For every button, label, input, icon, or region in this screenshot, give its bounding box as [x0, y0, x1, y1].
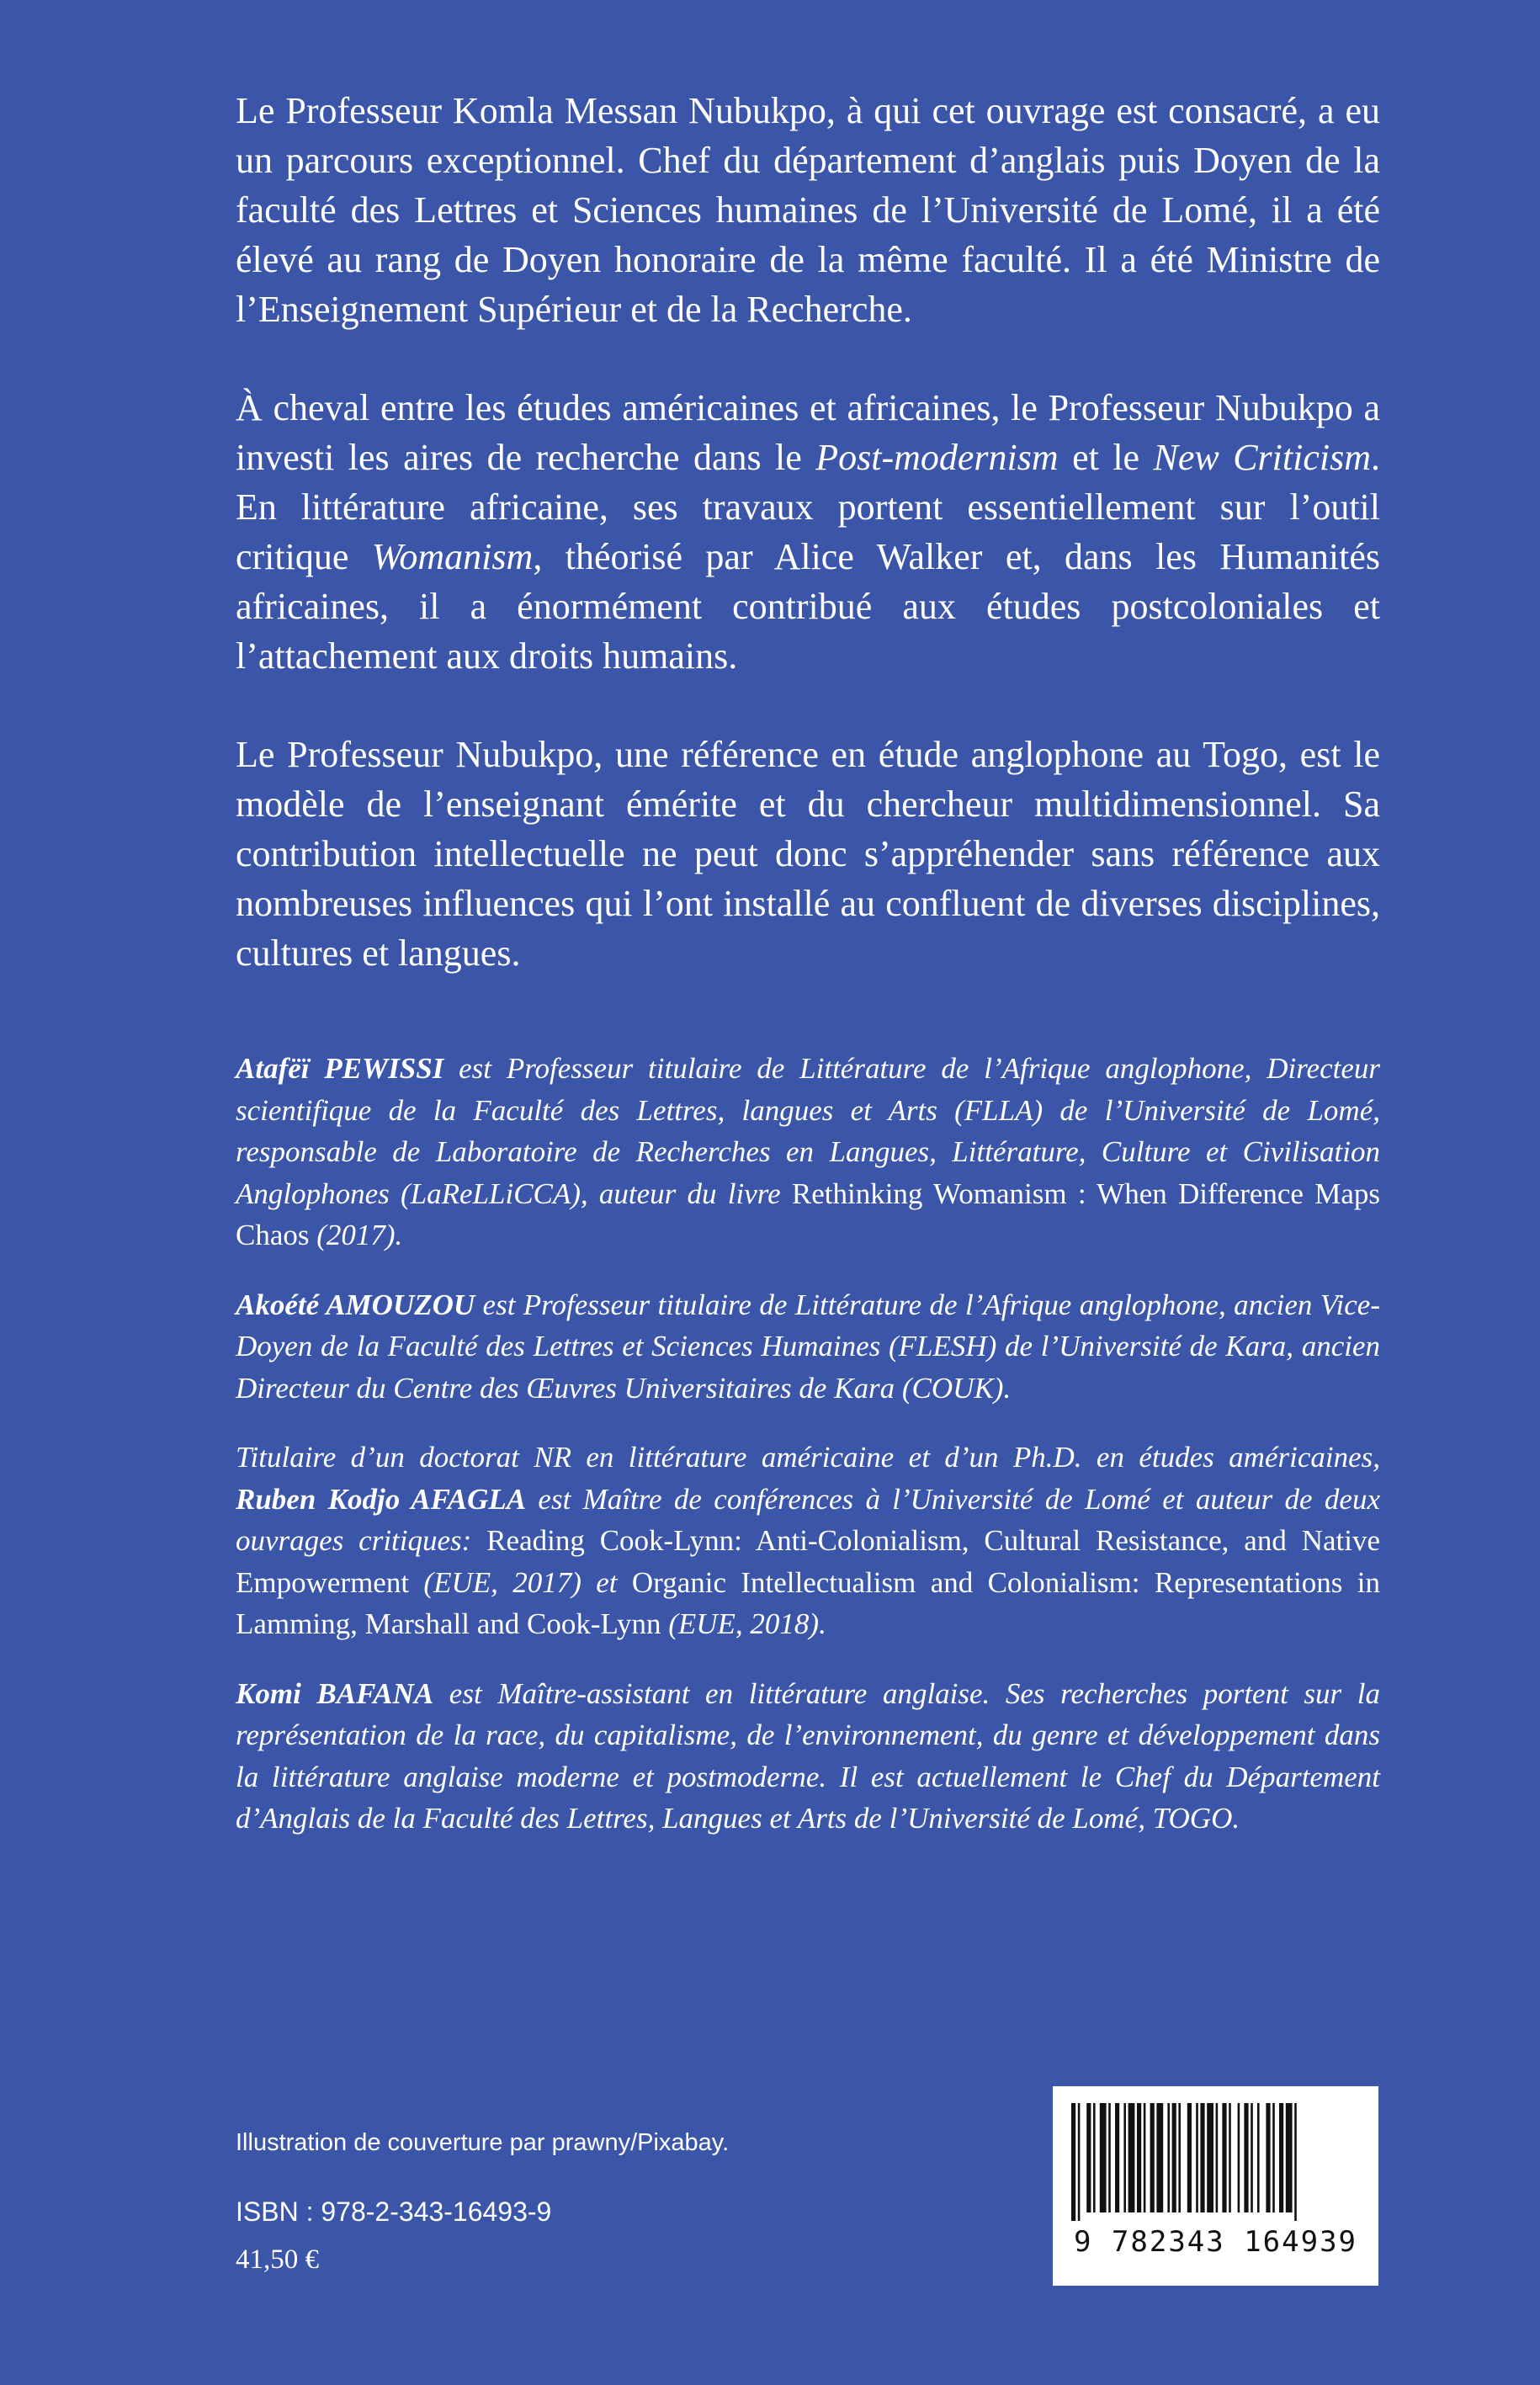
barcode-bar [1216, 2103, 1219, 2212]
author-bio-amouzou [236, 1284, 1380, 1410]
author-name-bafana: Komi BAFANA [236, 1676, 434, 1710]
author-bio-afagla-text3: (EUE, 2018). [661, 1607, 826, 1640]
barcode-bar [1093, 2103, 1096, 2212]
barcode-bar [1196, 2103, 1198, 2212]
barcode-bar [1266, 2103, 1270, 2212]
barcode-bar [1294, 2103, 1297, 2221]
back-cover-summary [236, 86, 1380, 978]
barcode-bar [1108, 2103, 1111, 2212]
term-new-criticism: New Criticism [1153, 437, 1371, 478]
author-bio-bafana-text1: est Maître-assistant en littérature anglaise. Ses recherches portent sur la représentation de la race, du capitalisme, de l’environnement, du genre et développement dans la littérature anglaise moderne et postmoderne. Il est actuellement le Chef du Département d’Anglais de la Faculté des Lettres, Langues et Arts de l’Université de Lomé, TOGO. [236, 1676, 1380, 1835]
barcode-bar [1100, 2103, 1107, 2212]
publication-info [236, 2127, 993, 2275]
barcode-bar [1172, 2103, 1176, 2212]
illustration-credit: Illustration de couverture par prawny/Pixabay. [236, 2129, 730, 2156]
barcode [1053, 2086, 1378, 2286]
price: 41,50 € [236, 2244, 319, 2275]
author-bio-pewissi-text1: est Professeur titulaire de Littérature de l’Afrique anglophone, Directeur scientifique de la Faculté des Lettres, langues et Arts (FLLA) de l’Université de Lomé, responsable de Laboratoire de Recherches en Langues, Littérature, Culture et Civilisation Anglophones (LaReLLiCCA), auteur du livre [236, 1052, 1380, 1210]
barcode-bar [1279, 2103, 1283, 2212]
author-bio-bafana [236, 1673, 1380, 1840]
barcode-bar [1150, 2103, 1155, 2212]
author-bio-afagla-text1: est Maître de conférences à l’Université de Lomé et auteur de deux ouvrages critiques: [236, 1482, 1380, 1557]
barcode-bar [1071, 2103, 1075, 2221]
barcode-bar [1144, 2103, 1146, 2212]
barcode-bar [1222, 2103, 1226, 2212]
summary-paragraph-2-part4: , théorisé par Alice Walker et, dans les Humanités africaines, il a énormément contribué aux études postcoloniales et l’attachement aux droits humains. [236, 536, 1380, 677]
barcode-bar [1257, 2103, 1260, 2212]
barcode-bar [1167, 2103, 1170, 2212]
term-womanism: Womanism [371, 536, 534, 577]
barcode-bar [1187, 2103, 1192, 2212]
book-title-reading-cook-lynn: Reading Cook-Lynn: Anti-Colonialism, Cultural Resistance, and Native Empowerment [236, 1524, 1380, 1599]
barcode-bar [1078, 2103, 1081, 2221]
term-post-modernism: Post-modernism [815, 437, 1059, 478]
summary-paragraph-3: Le Professeur Nubukpo, une référence en étude anglophone au Togo, est le modèle de l’enseignant émérite et du chercheur multidimensionnel. Sa contribution intellectuelle ne peut donc s’appréhender sans référence aux nombreuses influences qui l’ont installé au confluent de diverses disciplines, cultures et langues. [236, 734, 1380, 974]
barcode-bar [1115, 2103, 1119, 2212]
barcode-bar [1086, 2103, 1091, 2212]
isbn: ISBN : 978-2-343-16493-9 [236, 2196, 552, 2227]
barcode-bar [1207, 2103, 1213, 2212]
barcode-bar [1251, 2103, 1253, 2212]
summary-paragraph-2-part2: et le [1058, 437, 1154, 478]
barcode-bar [1244, 2103, 1248, 2212]
author-name-pewissi: Atafëï PEWISSI [236, 1052, 444, 1085]
summary-paragraph-1: Le Professeur Komla Messan Nubukpo, à qui cet ouvrage est consacré, a eu un parcours exceptionnel. Chef du département d’anglais puis Doyen de la faculté des Lettres et Sciences humaines de l’Université de Lomé, il a été élevé au rang de Doyen honoraire de la même faculté. Il a été Ministre de l’Enseignement Supérieur et de la Recherche. [236, 90, 1380, 330]
book-title-organic-intellectualism: Organic Intellectualism and Colonialism: Representations in Lamming, Marshall and Cook-Lynn [236, 1565, 1380, 1640]
barcode-icon [1071, 2103, 1360, 2221]
author-name-amouzou: Akoété AMOUZOU [236, 1288, 475, 1321]
summary-paragraph-2-part3: . En littérature africaine, ses travaux portent essentiellement sur l’outil critique [236, 437, 1380, 577]
barcode-bar [1137, 2103, 1141, 2212]
book-title-rethinking-womanism: Rethinking Womanism : When Difference Maps Chaos [236, 1177, 1380, 1251]
summary-paragraph-2-part1: À cheval entre les études américaines et africaines, le Professeur Nubukpo a investi les aires de recherche dans le [236, 387, 1380, 478]
barcode-bar [1200, 2103, 1204, 2212]
author-bios [236, 1048, 1380, 1867]
barcode-bar [1272, 2103, 1275, 2212]
barcode-bar [1178, 2103, 1181, 2212]
barcode-bar [1229, 2103, 1231, 2212]
barcode-bar [1156, 2103, 1163, 2212]
barcode-bar [1286, 2103, 1293, 2212]
barcode-digits: 9 782343 164939 [1073, 2225, 1358, 2259]
barcode-bar [1128, 2103, 1135, 2212]
author-bio-pewissi [236, 1048, 1380, 1256]
author-bio-pewissi-text2: (2017). [309, 1219, 403, 1251]
author-bio-afagla-text0: Titulaire d’un doctorat NR en littérature américaine et d’un Ph.D. en études américaines, [236, 1441, 1380, 1474]
author-bio-afagla-text2: (EUE, 2017) et [409, 1565, 632, 1599]
summary-paragraph-2 [236, 383, 1380, 681]
author-bio-afagla [236, 1437, 1380, 1645]
barcode-bar [1123, 2103, 1126, 2212]
barcode-bar [1238, 2103, 1240, 2212]
author-name-afagla: Ruben Kodjo AFAGLA [236, 1482, 527, 1516]
author-bio-amouzou-text1: est Professeur titulaire de Littérature de l’Afrique anglophone, ancien Vice-Doyen de la Faculté des Lettres et Sciences Humaines (FLESH) de l’Université de Kara, ancien Directeur du Centre des Œuvres Universitaires de Kara (COUK). [236, 1288, 1380, 1405]
